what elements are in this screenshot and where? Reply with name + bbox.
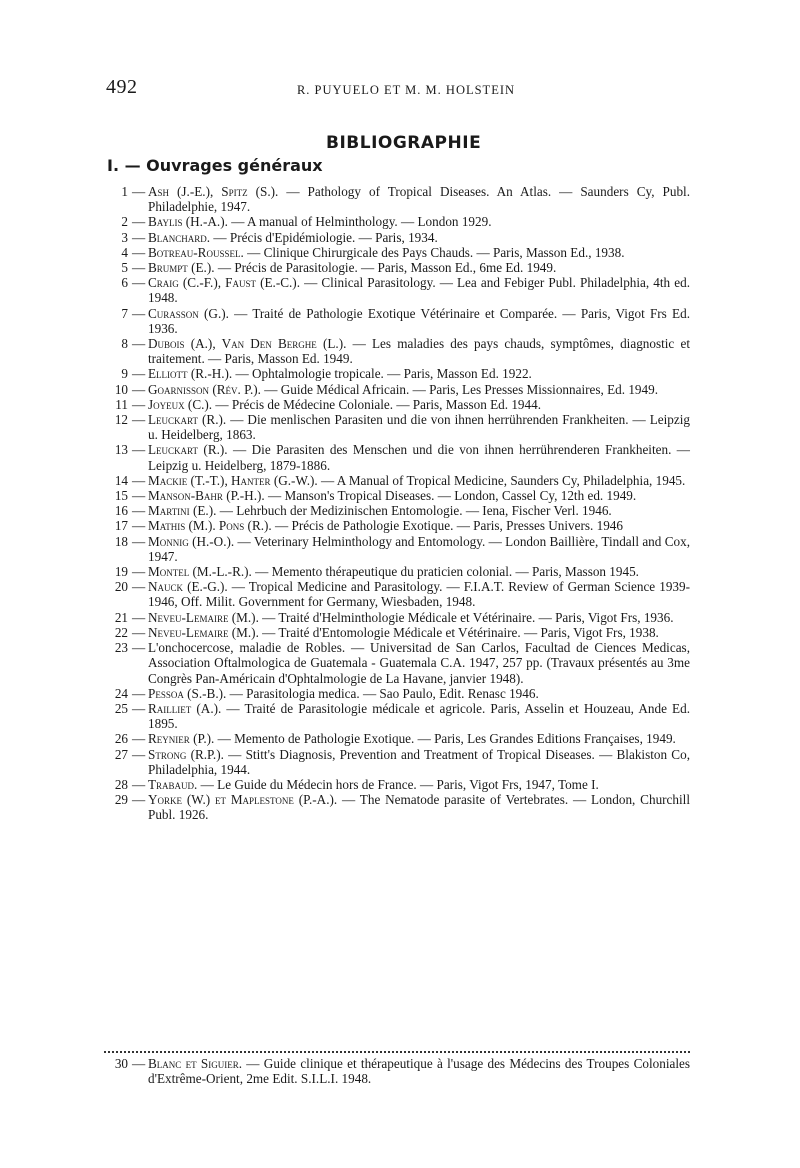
reference-number: 30: [114, 1056, 128, 1071]
reference-body: [148, 397, 690, 412]
reference-item: [102, 610, 690, 625]
reference-dash: —: [132, 518, 146, 534]
reference-text: L'onchocercose, maladie de Robles. — Universitad de San Carlos, Facultad de Ciences Medicas, Association Oftalmologica de Guatemala - Guatemala C.A. 1947, 257 pp. (Travaux présentés au 3me Congrès Pan-Américain d'Ophtalmologie de La Havane, janvier 1948).: [148, 640, 690, 686]
reference-number: 23: [114, 640, 128, 656]
reference-text: — Précis de Pathologie Exotique. — Paris, Presses Univers. 1946: [271, 518, 623, 534]
reference-text: — Guide clinique et thérapeutique à l'usage des Médecins des Troupes Coloniales d'Extrême-Orient, 2me Edit. S.I.L.I. 1948.: [148, 1056, 690, 1087]
reference-list: [102, 184, 690, 823]
reference-number: 8: [121, 336, 128, 352]
reference-item: [102, 230, 690, 245]
reference-text: — Guide Médical Africain. — Paris, Les Presses Missionnaires, Ed. 1949.: [260, 381, 658, 397]
reference-authors: Railliet (A.).: [148, 700, 222, 716]
reference-dash: —: [132, 366, 146, 382]
running-head: R. PUYUELO ET M. M. HOLSTEIN: [296, 83, 516, 97]
reference-dash: —: [132, 472, 146, 488]
reference-body: [148, 366, 690, 381]
reference-text: — Ophtalmologie tropicale. — Paris, Masson Ed. 1922.: [232, 366, 532, 382]
reference-item: [102, 382, 690, 397]
reference-item: [102, 777, 690, 792]
reference-authors: Yorke (W.) et Maplestone (P.-A.).: [148, 792, 338, 808]
reference-dash: —: [132, 533, 146, 549]
reference-text: — Clinique Chirurgicale des Pays Chauds. — Paris, Masson Ed., 1938.: [243, 244, 625, 260]
reference-dash: —: [132, 624, 146, 640]
reference-item: [102, 792, 690, 822]
reference-authors: Blanc et Siguier.: [148, 1056, 243, 1071]
reference-body: [148, 260, 690, 275]
reference-authors: Craig (C.-F.), Faust (E.-C.).: [148, 275, 300, 291]
reference-number: 11: [115, 396, 128, 412]
reference-authors: Botreau-Roussel.: [148, 244, 244, 260]
reference-item: [102, 336, 690, 366]
reference-item: [102, 306, 690, 336]
reference-number: 15: [114, 488, 128, 504]
reference-item: [102, 397, 690, 412]
reference-text: — Clinical Parasitology. — Lea and Febiger Publ. Philadelphia, 4th ed. 1948.: [148, 275, 691, 306]
reference-authors: Ash (J.-E.), Spitz (S.).: [148, 184, 279, 199]
reference-authors: Trabaud.: [148, 776, 198, 792]
reference-number: 17: [114, 518, 128, 534]
page-number: 492: [106, 76, 138, 98]
reference-authors: Leuckart (R.).: [148, 442, 228, 458]
reference-item: [102, 260, 690, 275]
reference-text: — Le Guide du Médecin hors de France. — Paris, Vigot Frs, 1947, Tome I.: [197, 776, 599, 792]
reference-dash: —: [132, 275, 146, 291]
reference-item: [102, 412, 690, 442]
reference-authors: Mackie (T.-T.), Hanter (G.-W.).: [148, 472, 318, 488]
reference-number: 27: [114, 746, 128, 762]
separator-line: [104, 1051, 690, 1053]
reference-authors: Manson-Bahr (P.-H.).: [148, 488, 265, 504]
reference-text: — Tropical Medicine and Parasitology. — F.I.A.T. Review of German Science 1939-1946, Off. Milit. Government for Germany, Wiesbaden, 1948.: [148, 579, 690, 610]
bibliography-title: BIBLIOGRAPHIE: [326, 133, 482, 153]
reference-authors: Neveu-Lemaire (M.).: [148, 609, 259, 625]
reference-number: 18: [114, 533, 128, 549]
reference-authors: Monnig (H.-O.).: [148, 533, 235, 549]
reference-number: 14: [114, 472, 128, 488]
reference-authors: Reynier (P.).: [148, 731, 215, 747]
reference-body: [148, 534, 690, 564]
reference-authors: Joyeux (C.).: [148, 396, 213, 412]
reference-body: [148, 488, 690, 503]
reference-body: [148, 686, 690, 701]
reference-dash: —: [132, 412, 146, 428]
reference-text: — Traité de Pathologie Exotique Vétérinaire et Comparée. — Paris, Vigot Frs Ed. 1936.: [148, 305, 690, 336]
reference-body: [148, 442, 690, 472]
reference-body: [148, 579, 690, 609]
reference-number: 7: [121, 305, 128, 321]
reference-dash: —: [132, 244, 146, 260]
reference-dash: —: [132, 776, 146, 792]
reference-dash: —: [132, 609, 146, 625]
reference-authors: Martini (E.).: [148, 503, 217, 519]
reference-number: 2: [121, 214, 128, 230]
reference-text: — Les maladies des pays chauds, symptômes, diagnostic et traitement. — Paris, Masson Ed. 1949.: [148, 336, 690, 367]
reference-number: 29: [114, 792, 128, 808]
reference-item: [102, 488, 690, 503]
reference-dash: —: [132, 731, 146, 747]
reference-authors: Neveu-Lemaire (M.).: [148, 624, 259, 640]
reference-body: [148, 336, 690, 366]
reference-number: 1: [121, 184, 128, 199]
reference-dash: —: [132, 700, 146, 716]
reference-dash: —: [132, 685, 146, 701]
reference-authors: Baylis (H.-A.).: [148, 214, 228, 230]
reference-dash: —: [132, 503, 146, 519]
reference-item: [102, 625, 690, 640]
reference-text: — Précis de Parasitologie. — Paris, Masson Ed., 6me Ed. 1949.: [214, 260, 557, 276]
reference-authors: Dubois (A.), Van Den Berghe (L.).: [148, 336, 347, 352]
reference-authors: Nauck (E.-G.).: [148, 579, 228, 595]
reference-body: [148, 230, 690, 245]
reference-number: 20: [114, 579, 128, 595]
reference-text: — Précis de Médecine Coloniale. — Paris, Masson Ed. 1944.: [212, 396, 542, 412]
reference-number: 19: [114, 564, 128, 580]
reference-authors: Blanchard.: [148, 229, 211, 245]
reference-item: [102, 686, 690, 701]
reference-number: 3: [121, 229, 128, 245]
reference-body: [148, 701, 690, 731]
reference-item: [102, 564, 690, 579]
reference-body: [148, 412, 690, 442]
reference-body: [148, 610, 690, 625]
reference-item: [102, 214, 690, 229]
reference-number: 16: [114, 503, 128, 519]
reference-text: — A manual of Helminthology. — London 1929.: [227, 214, 492, 230]
reference-body: [148, 731, 690, 746]
reference-text: — Die menlischen Parasiten und die von ihnen herrührenden Frankheiten. — Leipzig u. Heidelberg, 1863.: [148, 412, 690, 443]
reference-text: — Memento thérapeutique du praticien colonial. — Paris, Masson 1945.: [251, 564, 639, 580]
reference-text: — Pathology of Tropical Diseases. An Atlas. — Saunders Cy, Publ. Philadelphie, 1947.: [148, 184, 691, 215]
reference-body: [148, 275, 690, 305]
reference-body: [148, 1056, 690, 1086]
reference-number: 22: [114, 624, 128, 640]
reference-body: [148, 245, 690, 260]
reference-item: [102, 731, 690, 746]
reference-body: [148, 214, 690, 229]
reference-dash: —: [132, 442, 146, 458]
reference-text: — Lehrbuch der Medizinischen Entomologie. — Iena, Fischer Verl. 1946.: [216, 503, 612, 519]
reference-number: 13: [114, 442, 128, 458]
reference-number: 28: [114, 776, 128, 792]
reference-text: — Traité de Parasitologie médicale et agricole. Paris, Asselin et Houzeau, Ande Ed. 1895.: [148, 700, 691, 732]
reference-item: [102, 701, 690, 731]
reference-item: [102, 534, 690, 564]
reference-authors: Leuckart (R.).: [148, 412, 227, 428]
reference-text: — Traité d'Helminthologie Médicale et Vétérinaire. — Paris, Vigot Frs, 1936.: [258, 609, 674, 625]
reference-dash: —: [132, 792, 146, 808]
reference-body: [148, 747, 690, 777]
reference-authors: Montel (M.-L.-R.).: [148, 564, 252, 580]
reference-body: [148, 306, 690, 336]
reference-text: — Manson's Tropical Diseases. — London, Cassel Cy, 12th ed. 1949.: [264, 488, 637, 504]
reference-dash: —: [132, 381, 146, 397]
reference-number: 6: [121, 275, 128, 291]
reference-number: 12: [114, 412, 128, 428]
reference-dash: —: [132, 229, 146, 245]
reference-text: — Parasitologia medica. — Sao Paulo, Edit. Renasc 1946.: [226, 685, 539, 701]
reference-body: [148, 625, 690, 640]
reference-body: [148, 518, 690, 533]
reference-dash: —: [132, 1056, 146, 1071]
reference-number: 9: [121, 366, 128, 382]
reference-body: [148, 382, 690, 397]
reference-body: [148, 777, 690, 792]
reference-authors: Pessoa (S.-B.).: [148, 685, 227, 701]
reference-text: — Veterinary Helminthology and Entomology. — London Baillière, Tindall and Cox, 1947.: [148, 533, 690, 564]
reference-item: [102, 518, 690, 533]
reference-item: [102, 442, 690, 472]
reference-body: [148, 640, 690, 686]
reference-item: [102, 473, 690, 488]
reference-body: [148, 473, 690, 488]
reference-item: [102, 245, 690, 260]
reference-text: — A Manual of Tropical Medicine, Saunders Cy, Philadelphia, 1945.: [317, 472, 686, 488]
reference-text: — Traité d'Entomologie Médicale et Vétérinaire. — Paris, Vigot Frs, 1938.: [258, 624, 659, 640]
reference-number: 5: [121, 260, 128, 276]
reference-authors: Curasson (G.).: [148, 305, 229, 321]
reference-item: [102, 640, 690, 686]
reference-dash: —: [132, 579, 146, 595]
reference-item: [102, 747, 690, 777]
reference-item: [102, 366, 690, 381]
reference-text: — Précis d'Epidémiologie. — Paris, 1934.: [210, 229, 438, 245]
reference-authors: Strong (R.P.).: [148, 746, 224, 762]
reference-number: 24: [114, 685, 128, 701]
reference-authors: Mathis (M.). Pons (R.).: [148, 518, 272, 534]
reference-dash: —: [132, 564, 146, 580]
reference-text: — Stitt's Diagnosis, Prevention and Treatment of Tropical Diseases. — Blakiston Co, Philadelphia, 1944.: [148, 746, 690, 777]
reference-authors: Brumpt (E.).: [148, 260, 215, 276]
reference-dash: —: [132, 640, 146, 656]
reference-item: [102, 184, 690, 214]
reference-dash: —: [132, 488, 146, 504]
reference-item: [102, 275, 690, 305]
reference-body: [148, 503, 690, 518]
reference-item: [102, 503, 690, 518]
reference-number: 10: [114, 381, 128, 397]
reference-text: — The Nematode parasite of Vertebrates. — London, Churchill Publ. 1926.: [148, 792, 690, 823]
reference-number: 4: [121, 244, 128, 260]
reference-authors: Goarnisson (Rév. P.).: [148, 381, 261, 397]
reference-authors: Elliott (R.-H.).: [148, 366, 233, 382]
reference-body: [148, 792, 690, 822]
reference-item: [102, 579, 690, 609]
reference-dash: —: [132, 746, 146, 762]
reference-list-footnote: [102, 1056, 690, 1086]
reference-dash: —: [132, 184, 146, 199]
reference-item: [102, 1056, 690, 1086]
reference-dash: —: [132, 305, 146, 321]
reference-text: — Die Parasiten des Menschen und die von ihnen herrührenderen Frankheiten. — Leipzig u. Heidelberg, 1879-1886.: [148, 442, 690, 473]
reference-body: [148, 564, 690, 579]
section-heading: I. — Ouvrages généraux: [107, 156, 323, 175]
reference-text: — Memento de Pathologie Exotique. — Paris, Les Grandes Editions Françaises, 1949.: [214, 731, 676, 747]
reference-dash: —: [132, 336, 146, 352]
reference-number: 21: [114, 609, 128, 625]
reference-number: 25: [114, 700, 128, 716]
reference-dash: —: [132, 260, 146, 276]
reference-body: [148, 184, 690, 214]
reference-dash: —: [132, 214, 146, 230]
reference-dash: —: [132, 396, 146, 412]
reference-number: 26: [114, 731, 128, 747]
